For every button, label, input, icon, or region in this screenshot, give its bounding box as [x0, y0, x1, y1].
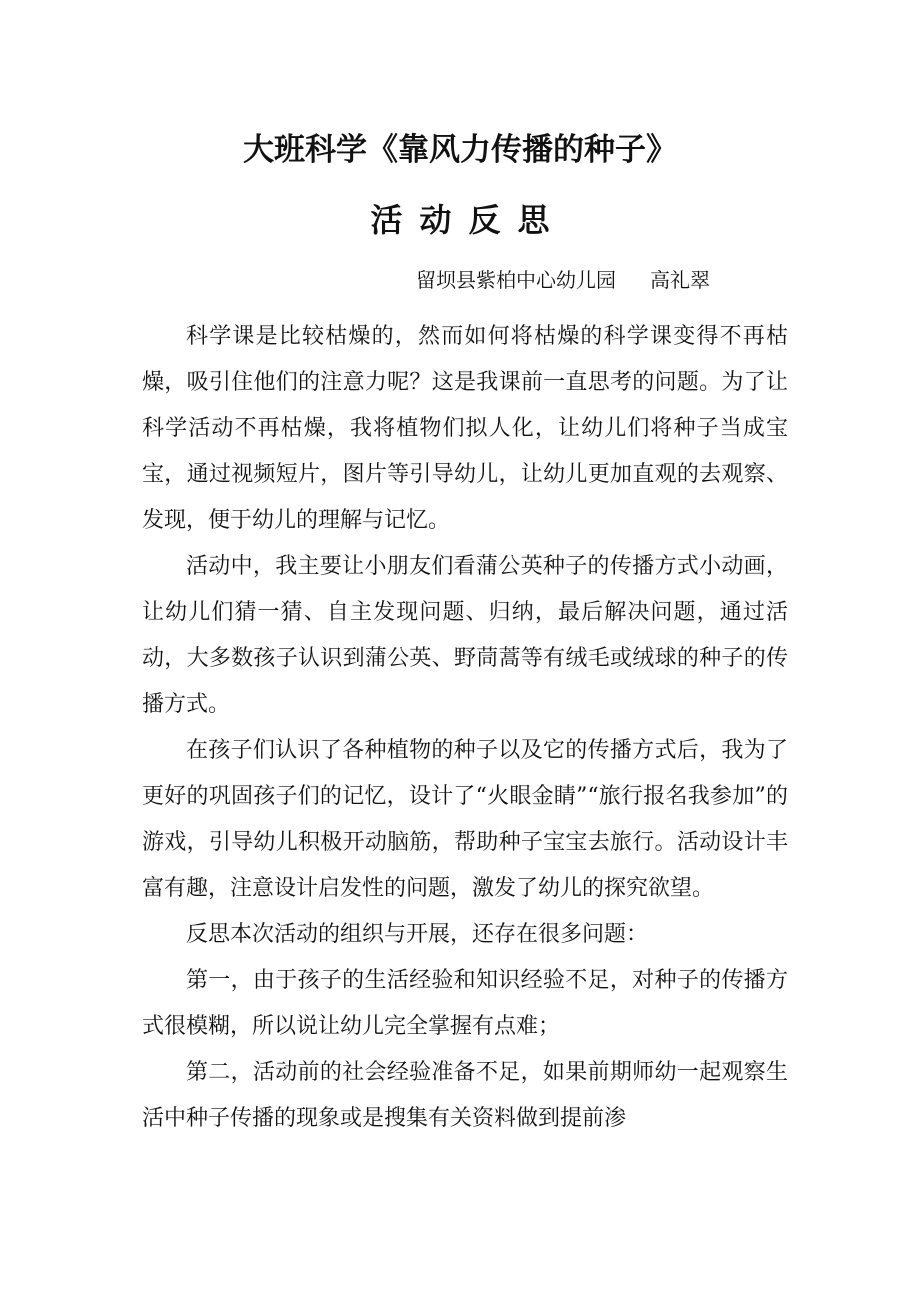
- document-body: [142, 314, 788, 1142]
- paragraph: 第二，活动前的社会经验准备不足，如果前期师幼一起观察生活中种子传播的现象或是搜集有关资料做到提前渗: [142, 1060, 788, 1131]
- byline: [416, 264, 710, 296]
- paragraph: 在孩子们认识了各种植物的种子以及它的传播方式后，我为了更好的巩固孩子们的记忆，设计了“火眼金睛”“旅行报名我参加”的游戏，引导幼儿积极开动脑筋，帮助种子宝宝去旅行。活动设计丰富有趣，注意设计启发性的问题，激发了幼儿的探究欲望。: [142, 738, 788, 901]
- byline-author: 高礼翠: [650, 268, 710, 292]
- document-title: 大班科学《靠风力传播的种子》: [243, 132, 677, 168]
- paragraph: 反思本次活动的组织与开展，还存在很多问题：: [186, 922, 649, 947]
- byline-school: 留坝县紫柏中心幼儿园: [416, 268, 616, 292]
- paragraph: 活动中，我主要让小朋友们看蒲公英种子的传播方式小动画，让幼儿们猜一猜、自主发现问题、归纳，最后解决问题，通过活动，大多数孩子认识到蒲公英、野茼蒿等有绒毛或绒球的种子的传播方式。: [142, 554, 788, 717]
- paragraph: 科学课是比较枯燥的，然而如何将枯燥的科学课变得不再枯燥，吸引住他们的注意力呢？这是我课前一直思考的问题。为了让科学活动不再枯燥，我将植物们拟人化，让幼儿们将种子当成宝宝，通过视频短片，图片等引导幼儿，让幼儿更加直观的去观察、发现，便于幼儿的理解与记忆。: [142, 324, 788, 533]
- paragraph: 第一，由于孩子的生活经验和知识经验不足，对种子的传播方式很模糊，所以说让幼儿完全掌握有点难；: [142, 968, 788, 1039]
- document-subtitle: 活动反思: [370, 201, 567, 239]
